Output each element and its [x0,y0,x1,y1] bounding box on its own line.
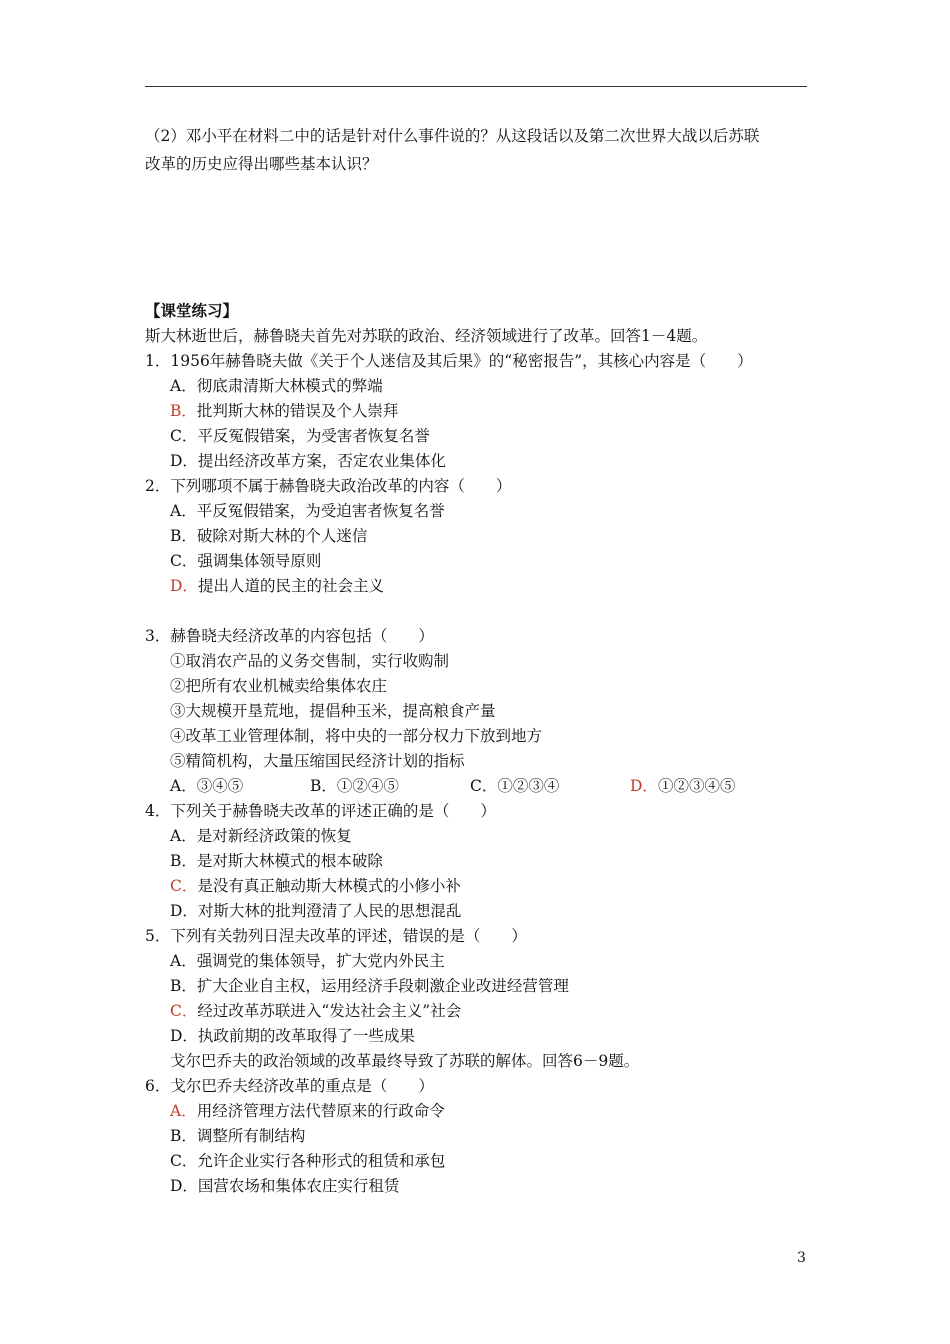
q4-option-d: D．对斯大林的批判澄清了人民的思想混乱 [170,902,462,920]
intro-1-4: 斯大林逝世后，赫鲁晓夫首先对苏联的政治、经济领域进行了改革。回答1－4题。 [145,327,708,345]
page-number: 3 [797,1250,806,1266]
q5-option-a: A．强调党的集体领导，扩大党内外民主 [170,952,445,970]
q3-answer-letter: D． [630,777,658,795]
q5-option-c: C．经过改革苏联进入“发达社会主义”社会 [170,1002,462,1020]
q4-option-a: A．是对新经济政策的恢复 [170,827,352,845]
q1-option-b: B．批判斯大林的错误及个人崇拜 [170,402,399,420]
q2-option-d: D．提出人道的民主的社会主义 [170,577,384,595]
q5-option-d: D．执政前期的改革取得了一些成果 [170,1027,415,1045]
q4-option-c: C．是没有真正触动斯大林模式的小修小补 [170,877,461,895]
section-title: 【课堂练习】 [145,301,239,320]
q2-option-b: B．破除对斯大林的个人迷信 [170,527,368,545]
q1-option-c: C．平反冤假错案，为受害者恢复名誉 [170,427,430,445]
q2-stem: 2．下列哪项不属于赫鲁晓夫政治改革的内容（ ） [145,477,512,495]
q3-option-d: D．①②③④⑤ [630,777,736,795]
question-2-line-1: （2）邓小平在材料二中的话是针对什么事件说的？从这段话以及第二次世界大战以后苏联 [145,127,760,145]
q1-option-a: A．彻底肃清斯大林模式的弊端 [170,377,383,395]
q3-item-2: ②把所有农业机械卖给集体农庄 [170,677,388,695]
q3-stem: 3．赫鲁晓夫经济改革的内容包括（ ） [145,627,434,645]
question-2-line-2: 改革的历史应得出哪些基本认识？ [145,155,378,173]
q6-answer-letter: A． [170,1102,197,1120]
q3-option-b: B．①②④⑤ [310,777,399,795]
q1-answer-letter: B． [170,402,197,420]
q2-option-a: A．平反冤假错案，为受迫害者恢复名誉 [170,502,445,520]
q3-item-3: ③大规模开垦荒地，提倡种玉米，提高粮食产量 [170,702,496,720]
q1-option-d: D．提出经济改革方案，否定农业集体化 [170,452,446,470]
q4-answer-letter: C． [170,877,198,895]
q5-option-b: B．扩大企业自主权，运用经济手段刺激企业改进经营管理 [170,977,569,995]
q3-item-1: ①取消农产品的义务交售制，实行收购制 [170,652,450,670]
q6-option-c: C．允许企业实行各种形式的租赁和承包 [170,1152,446,1170]
q4-stem: 4．下列关于赫鲁晓夫改革的评述正确的是（ ） [145,802,496,820]
q2-answer-letter: D． [170,577,198,595]
q3-item-4: ④改革工业管理体制，将中央的一部分权力下放到地方 [170,727,543,745]
q2-option-c: C．强调集体领导原则 [170,552,322,570]
header-rule [145,86,807,87]
q5-stem: 5．下列有关勃列日涅夫改革的评述，错误的是（ ） [145,927,527,945]
q6-stem: 6．戈尔巴乔夫经济改革的重点是（ ） [145,1077,434,1095]
q4-option-b: B．是对斯大林模式的根本破除 [170,852,383,870]
q6-option-a: A．用经济管理方法代替原来的行政命令 [170,1102,445,1120]
q1-stem: 1．1956年赫鲁晓夫做《关于个人迷信及其后果》的“秘密报告”，其核心内容是（ ） [145,352,753,370]
q6-option-b: B．调整所有制结构 [170,1127,306,1145]
q6-option-d: D．国营农场和集体农庄实行租赁 [170,1177,400,1195]
q5-answer-letter: C． [170,1002,198,1020]
q3-option-a: A．③④⑤ [170,777,244,795]
q3-option-c: C．①②③④ [470,777,560,795]
intro-6-9: 戈尔巴乔夫的政治领域的改革最终导致了苏联的解体。回答6－9题。 [170,1052,640,1070]
q3-item-5: ⑤精简机构，大量压缩国民经济计划的指标 [170,752,465,770]
